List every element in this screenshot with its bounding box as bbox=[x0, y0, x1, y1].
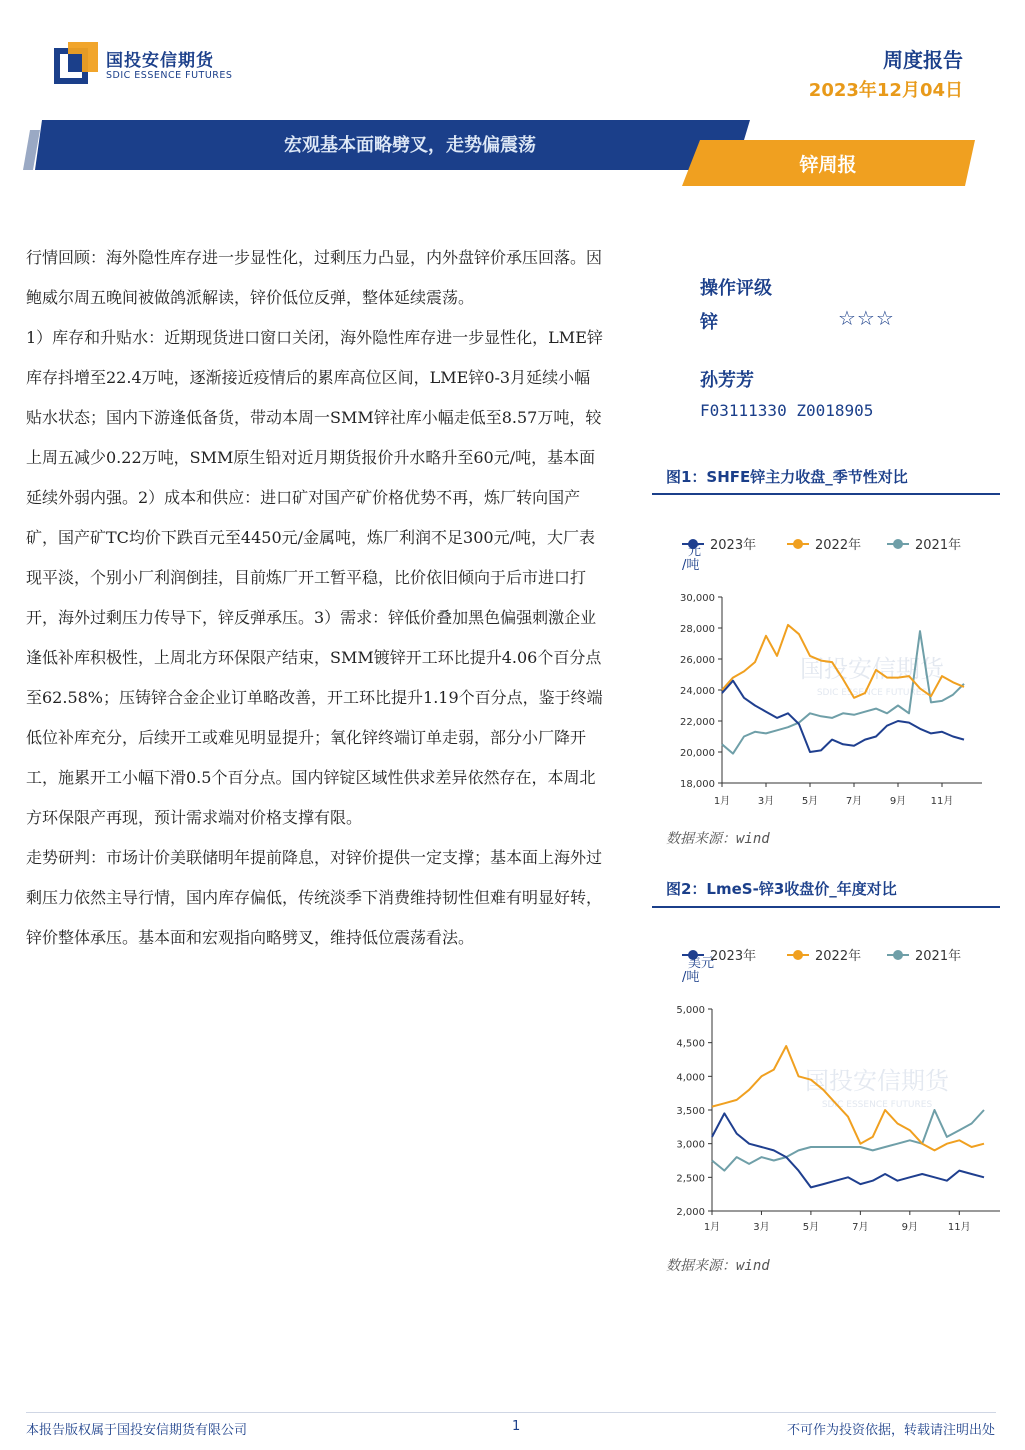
analyst-name: 孙芳芳 bbox=[700, 370, 754, 391]
footer-page-number: 1 bbox=[512, 1419, 521, 1434]
paragraph-fundamentals: 1）库存和升贴水：近期现货进口窗口关闭，海外隐性库存进一步显性化，LME锌库存抖增至22.4万吨，逐渐接近疫情后的累库高位区间，LME锌0-3月延续小幅贴水状态；国内下游逢低备货，带动本周一SMM锌社库小幅走低至8.57万吨，较上周五减少0.22万吨，SMM原生铅对近月期货报价升水略升至60元/吨，基本面延续外弱内强。2）成本和供应：进口矿对国产矿价格优势不再，炼厂转向国产矿，国产矿TC均价下跌百元至4450元/金属吨，炼厂利润不足300元/吨，大厂表现平淡，个别小厂利润倒挂，目前炼厂开工暂平稳，比价依旧倾向于后市进口打开，海外过剩压力传导下，锌反弹承压。3）需求：锌低价叠加黑色偏强刺激企业逢低补库积极性，上周北方环保限产结束，SMM镀锌开工环比提升4.06个百分点至62.58%；压铸锌合金企业订单略改善，开工环比提升1.19个百分点，鉴于终端低位补库充分，后续开工或难见明显提升；氧化锌终端订单走弱，部分小厂降开工，施累开工小幅下滑0.5个百分点。国内锌锭区域性供求差异依然存在，本周北方环保限产再现，预计需求端对价格支撑有限。 bbox=[26, 328, 603, 827]
logo-text-en: SDIC ESSENCE FUTURES bbox=[106, 70, 233, 81]
banner-tag: 锌周报 bbox=[799, 154, 857, 176]
y-tick-label: 2,500 bbox=[676, 1173, 705, 1185]
x-tick-label: 9月 bbox=[889, 796, 907, 807]
y-tick-label: 26,000 bbox=[680, 655, 715, 666]
legend-label-0: 2023年 bbox=[710, 538, 757, 553]
x-tick-label: 7月 bbox=[852, 1222, 869, 1233]
footer-rule bbox=[26, 1412, 996, 1413]
footer-disclaimer: 不可作为投资依据，转载请注明出处 bbox=[786, 1423, 995, 1438]
rating-title: 操作评级 bbox=[700, 278, 772, 299]
rating-metal: 锌 bbox=[700, 312, 718, 333]
series-line-0 bbox=[712, 1113, 984, 1187]
legend-label-1: 2022年 bbox=[815, 949, 862, 964]
series-line-1 bbox=[712, 1046, 984, 1150]
legend-label-0: 2023年 bbox=[710, 949, 757, 964]
report-type: 周度报告 bbox=[883, 48, 963, 72]
legend-label-2: 2021年 bbox=[915, 538, 962, 553]
y-tick-label: 28,000 bbox=[680, 624, 715, 635]
y-tick-label: 3,500 bbox=[676, 1106, 705, 1117]
x-tick-label: 11月 bbox=[930, 796, 954, 807]
figure-1-source: 数据来源：wind bbox=[666, 831, 770, 847]
y-tick-label: 2,000 bbox=[676, 1207, 705, 1218]
footer-copyright: 本报告版权属于国投安信期货有限公司 bbox=[26, 1423, 248, 1438]
chart-lme-zinc-annual bbox=[652, 935, 1000, 1240]
paragraph-market-review: 行情回顾：海外隐性库存进一步显性化，过剩压力凸显，内外盘锌价承压回落。因鲍威尔周五晚间被做鸽派解读，锌价低位反弹，整体延续震荡。 bbox=[26, 248, 603, 307]
legend-label-1: 2022年 bbox=[815, 538, 862, 553]
x-tick-label: 5月 bbox=[802, 1222, 820, 1233]
figure-1-title: 图1：SHFE锌主力收盘_季节性对比 bbox=[666, 468, 908, 486]
y-tick-label: 24,000 bbox=[680, 686, 715, 697]
paragraph-outlook: 走势研判：市场计价美联储明年提前降息，对锌价提供一定支撑；基本面上海外过剩压力依然主导行情，国内库存偏低，传统淡季下消费维持韧性但难有明显好转，锌价整体承压。基本面和宏观指向略劈叉，维持低位震荡看法。 bbox=[26, 848, 603, 947]
figure-2-rule bbox=[652, 906, 1000, 908]
x-tick-label: 5月 bbox=[801, 796, 819, 807]
analyst-license: F03111330 Z0018905 bbox=[700, 401, 874, 420]
chart-watermark-en: SDIC ESSENCE FUTURES bbox=[816, 688, 928, 698]
company-logo bbox=[54, 42, 244, 88]
chart-shfe-zinc-seasonal bbox=[652, 525, 1000, 815]
figure-1-rule bbox=[652, 493, 1000, 495]
y-tick-label: 3,000 bbox=[676, 1139, 705, 1151]
y-tick-label: 4,000 bbox=[676, 1072, 705, 1084]
y-tick-label: 5,000 bbox=[676, 1005, 705, 1016]
y-tick-label: 4,500 bbox=[676, 1038, 705, 1050]
chart-watermark: 国投安信期货 bbox=[800, 655, 944, 683]
y-tick-label: 20,000 bbox=[680, 748, 715, 759]
figure-2-source: 数据来源：wind bbox=[666, 1258, 770, 1274]
banner-title: 宏观基本面略劈叉，走势偏震荡 bbox=[284, 135, 536, 156]
y-axis-label: 元/吨 bbox=[682, 544, 702, 573]
company-logo-icon bbox=[54, 42, 98, 86]
legend-label-2: 2021年 bbox=[915, 949, 962, 964]
x-tick-label: 1月 bbox=[703, 1222, 721, 1233]
x-tick-label: 7月 bbox=[845, 796, 863, 807]
legend-marker-2 bbox=[893, 950, 903, 960]
chart-watermark: 国投安信期货 bbox=[805, 1067, 949, 1095]
y-tick-label: 30,000 bbox=[680, 593, 715, 604]
rating-stars: ☆☆☆ bbox=[838, 306, 895, 330]
y-axis-label: 美元/吨 bbox=[682, 956, 715, 985]
x-tick-label: 1月 bbox=[713, 796, 731, 807]
legend-marker-1 bbox=[793, 539, 803, 549]
x-tick-label: 3月 bbox=[757, 796, 775, 807]
chart-watermark-en: SDIC ESSENCE FUTURES bbox=[821, 1100, 933, 1110]
legend-marker-2 bbox=[893, 539, 903, 549]
y-tick-label: 22,000 bbox=[680, 717, 715, 728]
x-tick-label: 3月 bbox=[753, 1222, 770, 1233]
y-tick-label: 18,000 bbox=[680, 779, 715, 790]
legend-marker-1 bbox=[793, 950, 803, 960]
logo-text-cn: 国投安信期货 bbox=[106, 51, 214, 71]
x-tick-label: 9月 bbox=[901, 1222, 919, 1233]
x-tick-label: 11月 bbox=[947, 1222, 971, 1233]
report-date: 2023年12月04日 bbox=[808, 80, 963, 101]
figure-2-title: 图2：LmeS-锌3收盘价_年度对比 bbox=[666, 880, 897, 898]
report-body bbox=[26, 238, 606, 958]
